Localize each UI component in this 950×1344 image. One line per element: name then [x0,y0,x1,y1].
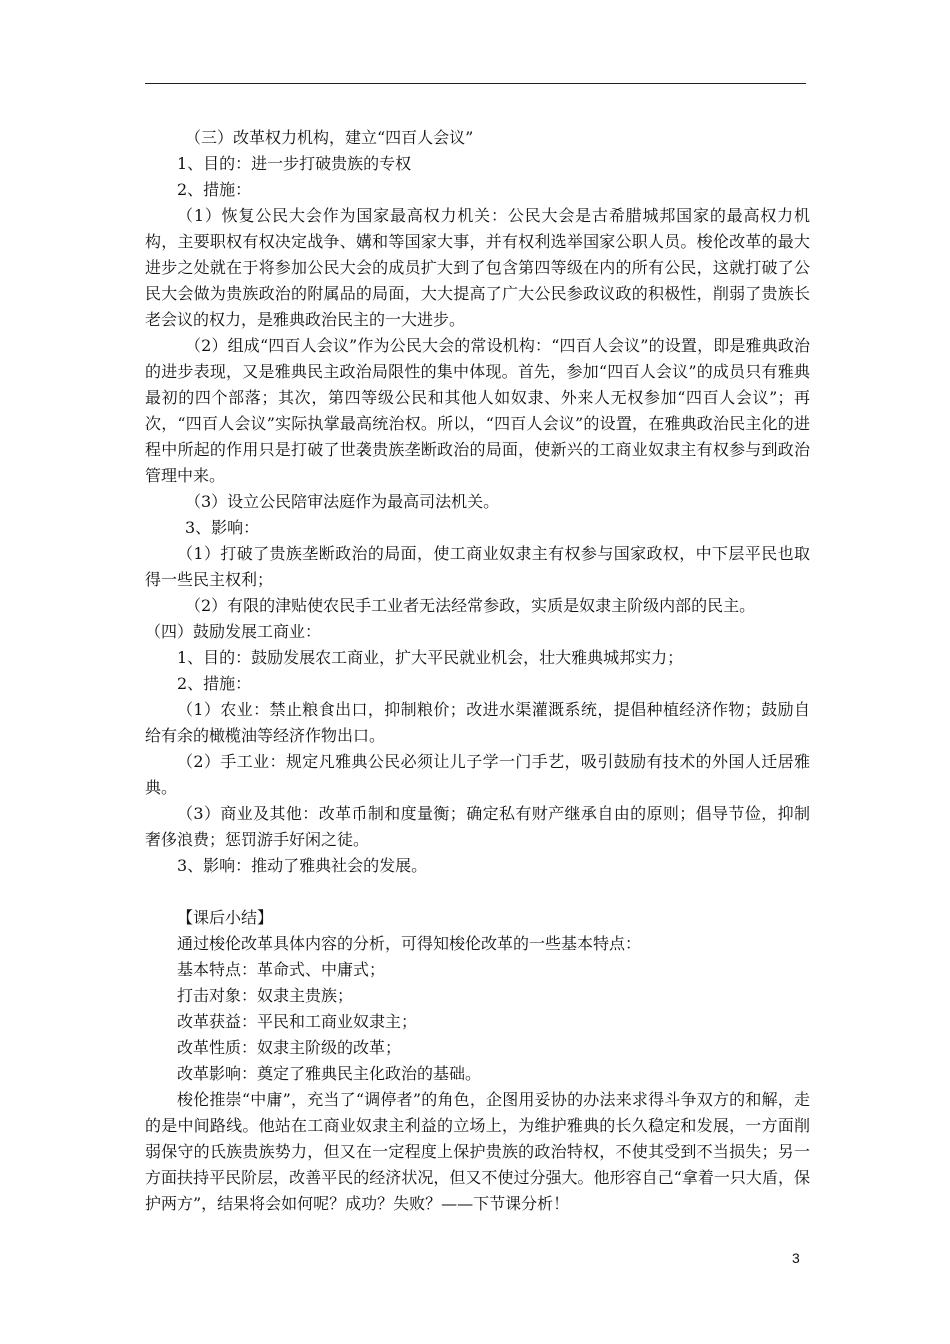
paragraph: （2）有限的津贴使农民手工业者无法经常参政，实质是奴隶主阶级内部的民主。 [185,596,756,615]
purpose-line: 1、目的：进一步打破贵族的专权 [177,154,412,173]
summary-item: 改革获益：平民和工商业奴隶主； [177,1012,418,1031]
page-number: 3 [792,1250,800,1266]
measures-label: 2、措施： [177,674,252,693]
summary-item: 改革影响：奠定了雅典民主化政治的基础。 [177,1064,482,1083]
paragraph: （2）手工业：规定凡雅典公民必须让儿子学一门手艺，吸引鼓励有技术的外国人迁居雅典。 [145,752,810,797]
paragraph: （1）恢复公民大会作为国家最高权力机关：公民大会是古希腊城邦国家的最高权力机构，主要职权有权决定战争、媾和等国家大事，并有权利选举国家公职人员。梭伦改革的最大进步之处就在于将参加公民大会的成员扩大到了包含第四等级在内的所有公民，这就打破了公民大会做为贵族政治的附属品的局面，大大提高了广大公民参政议政的积极性，削弱了贵族长老会议的权力，是雅典政治民主的一大进步。 [145,206,810,329]
heading-section-3: （三）改革权力机构，建立“四百人会议” [185,128,474,147]
paragraph: （1）打破了贵族垄断政治的局面，使工商业奴隶主有权参与国家政权，中下层平民也取得一些民主权利； [145,544,810,589]
impact-line: 3、影响：推动了雅典社会的发展。 [177,856,428,875]
spacer [145,879,810,905]
measures-label: 2、措施： [177,180,252,199]
summary-heading: 【课后小结】 [177,908,274,927]
impact-label: 3、影响： [185,518,260,537]
paragraph: （3）商业及其他：改革币制和度量衡；确定私有财产继承自由的原则；倡导节俭，抑制奢侈浪费；惩罚游手好闲之徒。 [145,804,810,849]
paragraph: （2）组成“四百人会议”作为公民大会的常设机构：“四百人会议”的设置，即是雅典政治的进步表现，又是雅典民主政治局限性的集中体现。首先，参加“四百人会议”的成员只有雅典最初的四个部落；其次，第四等级公民和其他人如奴隶、外来人无权参加“四百人会议”；再次，“四百人会议”实际执掌最高统治权。所以，“四百人会议”的设置，在雅典政治民主化的进程中所起的作用只是打破了世袭贵族垄断政治的局面，使新兴的工商业奴隶主有权参与到政治管理中来。 [145,336,810,485]
paragraph: 梭伦推崇“中庸”，充当了“调停者”的角色，企图用妥协的办法来求得斗争双方的和解，走的是中间路线。他站在工商业奴隶主利益的立场上，为维护雅典的长久稳定和发展，一方面削弱保守的氏族贵族势力，但又在一定程度上保护贵族的政治特权，不使其受到不当损失；另一方面扶持平民阶层，改善平民的经济状况，但又不使过分强大。他形容自己“拿着一只大盾，保护两方”，结果将会如何呢？成功？失败？——下节课分析！ [145,1090,810,1213]
paragraph: （3）设立公民陪审法庭作为最高司法机关。 [185,492,500,511]
purpose-line: 1、目的：鼓励发展农工商业，扩大平民就业机会，壮大雅典城邦实力； [177,648,684,667]
paragraph: 通过梭伦改革具体内容的分析，可得知梭伦改革的一些基本特点： [177,934,642,953]
document-body [145,125,810,1217]
heading-section-4: （四）鼓励发展工商业： [145,622,322,641]
summary-item: 打击对象：奴隶主贵族； [177,986,354,1005]
header-rule [145,83,806,84]
summary-item: 改革性质：奴隶主阶级的改革； [177,1038,402,1057]
summary-item: 基本特点：革命式、中庸式； [177,960,386,979]
paragraph: （1）农业：禁止粮食出口，抑制粮价；改进水渠灌溉系统，提倡种植经济作物；鼓励自给有余的橄榄油等经济作物出口。 [145,700,810,745]
